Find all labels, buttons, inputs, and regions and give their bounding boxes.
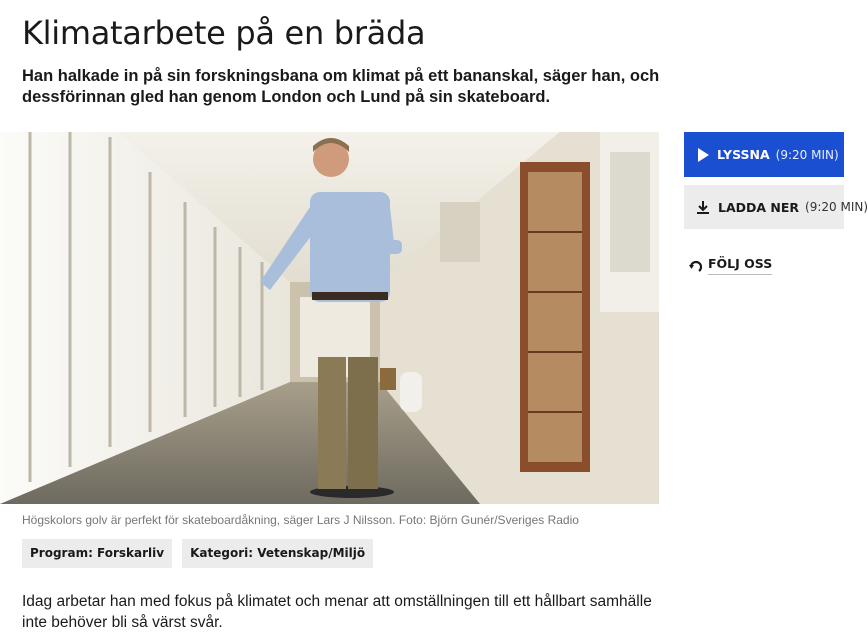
follow-button[interactable] <box>688 256 772 275</box>
listen-duration: (9:20 MIN) <box>775 147 839 162</box>
follow-icon <box>688 258 704 274</box>
download-icon <box>696 200 710 214</box>
tag-category[interactable]: Kategori: Vetenskap/Miljö <box>182 539 373 568</box>
image-caption: Högskolors golv är perfekt för skateboardåkning, säger Lars J Nilsson. Foto: Björn Gunér/Sveriges Radio <box>22 513 579 527</box>
listen-button[interactable] <box>684 132 844 177</box>
play-icon <box>698 148 709 162</box>
tag-list <box>22 539 373 568</box>
tag-program[interactable]: Program: Forskarliv <box>22 539 172 568</box>
article-title: Klimatarbete på en bräda <box>22 14 426 52</box>
article-lead: Han halkade in på sin forskningsbana om klimat på ett bananskal, säger han, och dessförinnan gled han genom London och Lund på sin skateboard. <box>22 67 660 106</box>
download-button[interactable] <box>684 185 868 229</box>
download-duration: (9:20 MIN) <box>805 200 868 214</box>
article-image <box>0 132 659 504</box>
follow-label: FÖLJ OSS <box>708 256 772 275</box>
listen-label: LYSSNA <box>717 147 770 162</box>
article-body: Idag arbetar han med fokus på klimatet och menar att omställningen till ett hållbart samhälle inte behöver bli så värst svår. <box>22 593 652 631</box>
download-label: LADDA NER <box>718 199 800 215</box>
